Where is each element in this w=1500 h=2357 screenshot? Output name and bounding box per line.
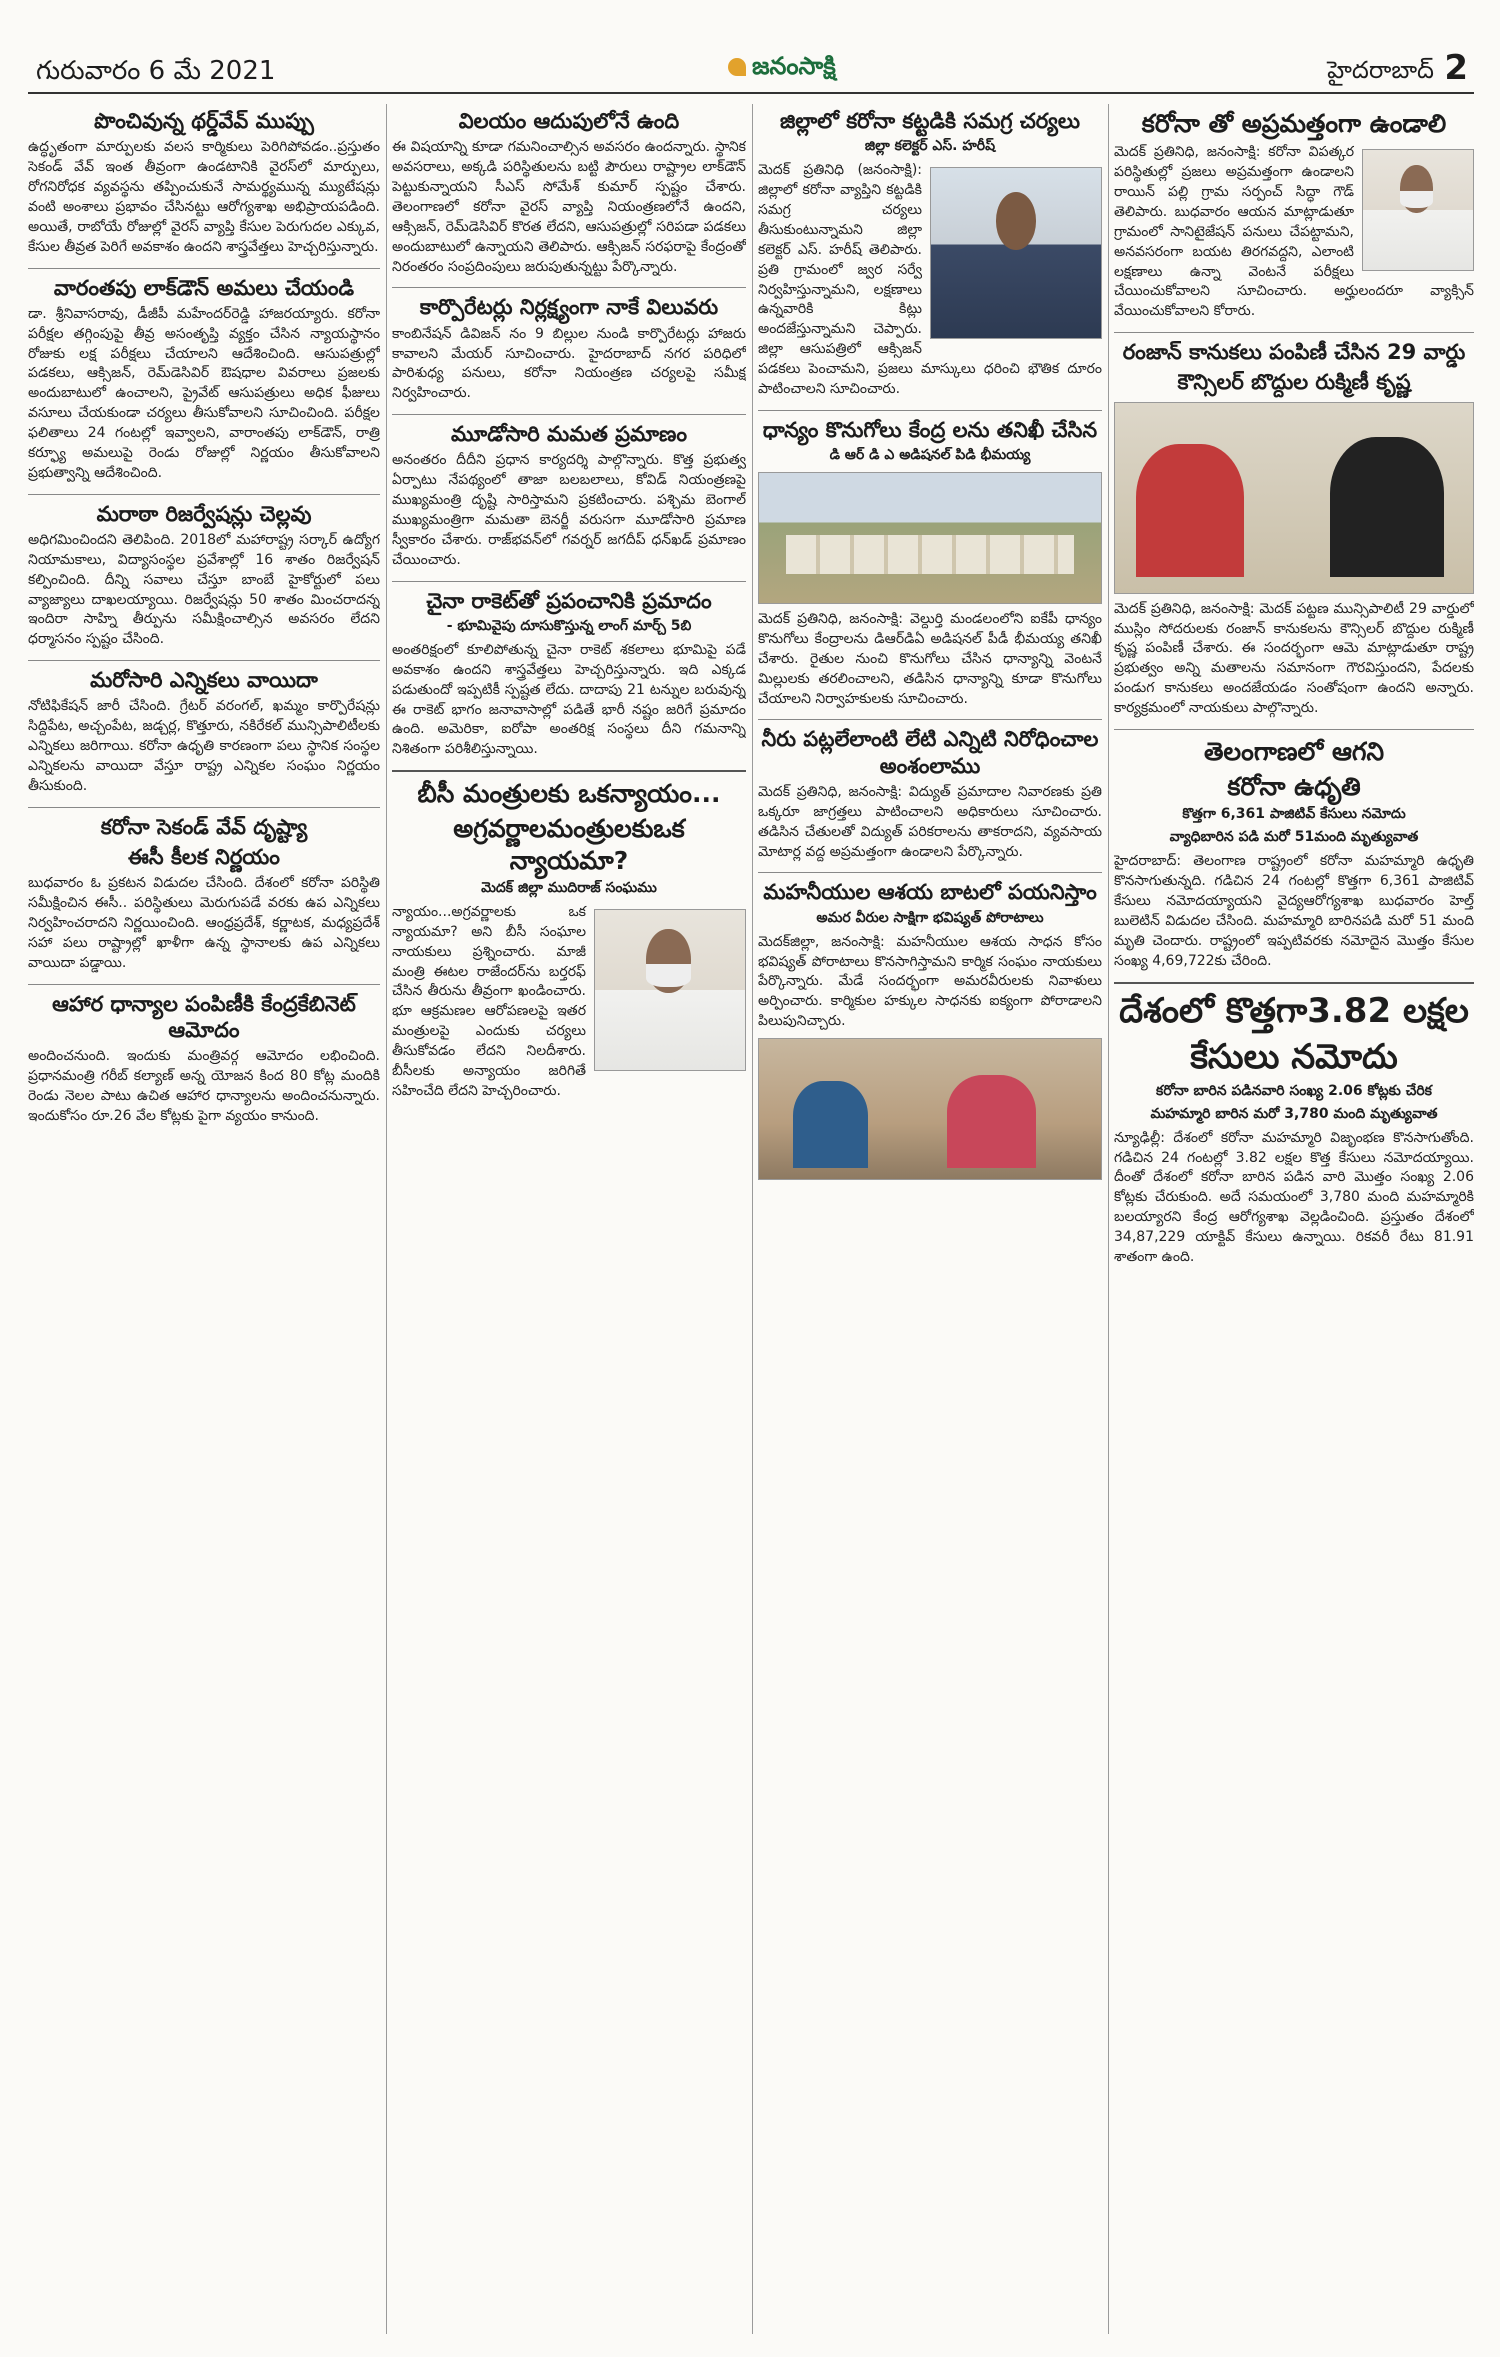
divider bbox=[392, 581, 746, 582]
divider bbox=[28, 807, 380, 808]
headline: చైనా రాకెట్‌తో ప్రపంచానికి ప్రమాదం bbox=[426, 588, 712, 613]
article-mamata-oath bbox=[392, 421, 746, 571]
rally-photo bbox=[758, 1038, 1102, 1180]
article-bc-ministers bbox=[392, 778, 746, 1102]
subheadline: - భూమివైపు దూసుకొస్తున్న లాంగ్ మార్చ్ 5బి bbox=[446, 617, 692, 634]
divider bbox=[28, 268, 380, 269]
headline: నీరు పట్లలేలాంటి లేటి ఎన్నిటి నిరోధించాల అంశంలాము bbox=[761, 727, 1099, 778]
column-4 bbox=[1114, 104, 1474, 2334]
article-telangana-covid bbox=[1114, 736, 1474, 972]
column-1 bbox=[28, 104, 380, 2334]
divider bbox=[28, 660, 380, 661]
divider bbox=[758, 719, 1102, 720]
issue-date: గురువారం 6 మే 2021 bbox=[36, 56, 276, 86]
subheadline: డి ఆర్ డి ఎ అడిషనల్ పిడి భీమయ్య bbox=[829, 447, 1031, 463]
article-india-covid bbox=[1114, 990, 1474, 1268]
headline: మరోసారి ఎన్నికలు వాయిదా bbox=[90, 668, 318, 693]
article-body: మెదక్ ప్రతినిధి, జనంసాక్షి: విద్యుత్ ప్రమాదాల నివారణకు ప్రతి ఒక్కరూ జాగ్రత్తలు పాటించాలని అధికారులు సూచించారు. తడిసిన చేతులతో విద్యుత్ పరికరాలను తాకరాదని, వ్యవసాయ మోటార్ల వద్ద అప్రమత్తంగా ఉండాలని పేర్కొన్నారు. bbox=[758, 783, 1102, 860]
divider bbox=[28, 984, 380, 985]
divider bbox=[392, 414, 746, 415]
page-header bbox=[28, 42, 1474, 94]
article-body: నోటిఫికేషన్ జారీ చేసింది. గ్రేటర్ వరంగల్, ఖమ్మం కార్పొరేషన్లు సిద్దిపేట, అచ్చంపేట, జడ్చర్ల, కొత్తూరు, నకిరేకల్ మున్సిపాలిటీలకు ఎన్నికలు జరిగాయి. కరోనా ఉధృతి కారణంగా పలు స్థానిక సంస్థల ఎన్నికలను వాయిదా వేస్తూ రాష్ట్ర ఎన్నికల సంఘం నిర్ణయం తీసుకుంది. bbox=[28, 698, 380, 794]
article-body: అంతరిక్షంలో కూలిపోతున్న చైనా రాకెట్ శకలాలు భూమిపై పడే అవకాశం ఉందని శాస్త్రవేత్తలు హెచ్చరిస్తున్నారు. ఇది ఎక్కడ పడుతుందో ఇప్పటికీ స్పష్టత లేదు. దాదాపు 21 టన్నుల బరువున్న ఈ రాకెట్ భాగం జనావాసాల్లో పడితే భారీ నష్టం జరిగే ప్రమాదం ఉంది. అమెరికా, ఐరోపా అంతరిక్ష సంస్థలు దీని గమనాన్ని నిశితంగా పరిశీలిస్తున్నాయి. bbox=[392, 641, 746, 758]
divider bbox=[1114, 332, 1474, 333]
article-body: న్యాయం...అగ్రవర్ణాలకు ఒక న్యాయమా? అని బీసీ సంఘాల నాయకులు ప్రశ్నించారు. మాజీ మంత్రి ఈటల రాజేందర్‌ను బర్తరఫ్ చేసిన తీరును తీవ్రంగా ఖండించారు. భూ ఆక్రమణల ఆరోపణలపై ఇతర మంత్రులపై ఎందుకు చర్యలు తీసుకోవడం లేదని నిలదీశారు. బీసీలకు అన్యాయం జరిగితే సహించేది లేదని హెచ్చరించారు. bbox=[392, 903, 586, 1099]
article-mahaneeyula bbox=[758, 879, 1102, 1180]
inspection-photo bbox=[758, 472, 1102, 604]
divider bbox=[392, 770, 746, 772]
headline: మూడోసారి మమత ప్రమాణం bbox=[450, 422, 688, 447]
article-body: అనంతరం దీదీని ప్రధాన కార్యదర్శి పాల్గొన్నారు. కొత్త ప్రభుత్వ ఏర్పాటు నేపథ్యంలో తాజా బలబలాలు, కోవిడ్ నియంత్రణపై ముఖ్యమంత్రి దృష్టి సారిస్తామని ప్రకటించారు. పశ్చిమ బెంగాల్ ముఖ్యమంత్రిగా మమతా బెనర్జీ వరుసగా మూడోసారి ప్రమాణ స్వీకారం చేశారు. రాజ్‌భవన్‌లో గవర్నర్ జగదీప్ ధన్‌ఖడ్ ప్రమాణం చేయించారు. bbox=[392, 452, 746, 568]
article-body: మెదక్‌జిల్లా, జనంసాక్షి: మహనీయుల ఆశయ సాధన కోసం భవిష్యత్ పోరాటాలు కొనసాగిస్తామని కార్మిక సంఘం నాయకులు పేర్కొన్నారు. మేడే సందర్భంగా అమరవీరులకు నివాళులు అర్పించారు. కార్మికుల హక్కుల సాధనకు ఐక్యంగా పోరాడాలని పిలుపునిచ్చారు. bbox=[758, 933, 1102, 1030]
headline-line-2: కేసులు నమోదు bbox=[1190, 1037, 1398, 1078]
headline-line-2: ఈసీ కీలక నిర్ణయం bbox=[128, 845, 280, 869]
article-body: బుధవారం ఓ ప్రకటన విడుదల చేసింది. దేశంలో కరోనా పరిస్థితి సమీక్షించిన ఈసీ.. పరిస్థితులు మెరుగుపడే వరకు ఉప ఎన్నికలు నిర్వహించరాదని నిర్ణయించింది. ఆంధ్రప్రదేశ్‌, కర్ణాటక, మధ్యప్రదేశ్‌ సహా పలు రాష్ట్రాల్లో ఖాళీగా ఉన్న స్థానాలకు ఉప ఎన్నికలు వాయిదా పడ్డాయి. bbox=[28, 875, 380, 971]
headline-line-2: కౌన్సిలర్ బొద్దుల రుక్మిణీ కృష్ణ bbox=[1177, 370, 1411, 395]
article-third-wave bbox=[28, 108, 380, 258]
subheadline-2: వ్యాధిబారిన పడి మరో 51మంది మృత్యువాత bbox=[1169, 829, 1419, 846]
article-corporators bbox=[392, 294, 746, 404]
headline-line-2: అగ్రవర్ణాలమంత్రులకుఒక న్యాయమా? bbox=[453, 814, 685, 875]
divider bbox=[28, 494, 380, 495]
divider bbox=[758, 410, 1102, 411]
article-grain-inspection bbox=[758, 417, 1102, 710]
article-weekend-lockdown bbox=[28, 275, 380, 484]
headline: కరోనా తో అప్రమత్తంగా ఉండాలి bbox=[1141, 109, 1447, 138]
divider bbox=[392, 287, 746, 288]
subheadline: జిల్లా కలెక్టర్ ఎస్. హరీష్ bbox=[864, 138, 996, 155]
headline-line-2: కరోనా ఉధృతి bbox=[1227, 772, 1361, 802]
headline: ధాన్యం కొనుగోలు కేంద్ర లను తనిఖీ చేసిన bbox=[762, 417, 1098, 442]
article-body: మెదక్ ప్రతినిధి, జనంసాక్షి: వెల్దుర్తి మండలంలోని ఐకేపీ ధాన్యం కొనుగోలు కేంద్రాలను డిఆర్‌డిఏ అడిషనల్ పీడీ భీమయ్య తనిఖీ చేశారు. రైతుల నుంచి కొనుగోలు చేసిన ధాన్యాన్ని వెంటనే మిల్లులకు తరలించాలని, తడిసిన ధాన్యాన్ని కూడా కొనుగోలు చేయాలని నిర్వాహకులకు సూచించారు. bbox=[758, 611, 1102, 707]
logo-icon bbox=[728, 58, 746, 76]
headline: మరాఠా రిజర్వేషన్లు చెల్లవు bbox=[96, 501, 312, 526]
article-ec-decision bbox=[28, 814, 380, 974]
divider bbox=[758, 872, 1102, 873]
headline: ఆహార ధాన్యాల పంపిణీకి కేంద్రకేబినెట్ ఆమోదం bbox=[52, 991, 356, 1042]
article-body: హైదరాబాద్: తెలంగాణ రాష్ట్రంలో కరోనా మహమ్మారి ఉధృతి కొనసాగుతున్నది. గడిచిన 24 గంటల్లో కొత్తగా 6,361 పాజిటివ్ కేసులు నమోదయ్యాయని వైద్యఆరోగ్యశాఖ బుధవారం హెల్త్ బులెటిన్ విడుదల చేసింది. మహమ్మారి బారినపడి మరో 51 మంది మృతి చెందారు. రాష్ట్రంలో ఇప్పటివరకు నమోదైన మొత్తం కేసుల సంఖ్య 4,69,722కు చేరింది. bbox=[1114, 853, 1474, 969]
article-body: అందించనుంది. ఇందుకు మంత్రివర్గ ఆమోదం లభించింది. ప్రధానమంత్రి గరీబ్ కల్యాణ్ అన్న యోజన కింద 80 కోట్ల మందికి రెండు నెలల పాటు ఉచిత ఆహార ధాన్యాలను అందించనున్నారు. ఇందుకోసం రూ.26 వేల కోట్లకు పైగా వ్యయం కానుంది. bbox=[28, 1048, 380, 1124]
divider bbox=[1114, 729, 1474, 730]
headline: రంజాన్ కానుకలు పంపిణీ చేసిన 29 వార్డు bbox=[1122, 340, 1466, 365]
article-body: ఈ విషయాన్ని కూడా గమనించాల్సిన అవసరం ఉందన్నారు. స్థానిక అవసరాలు, అక్కడి పరిస్థితులను బట్టి పౌరులు రాష్ట్రాల లాక్‌డౌన్ పెట్టుకున్నాయని సీఎస్ సోమేశ్ కుమార్ స్పష్టం చేశారు. తెలంగాణలో కరోనా వైరస్ వ్యాప్తి నియంత్రణలోనే ఉందని, ఆక్సిజన్‌, రెమ్‌డెసివిర్ కొరత లేదని, ఆసుపత్రుల్లో సరిపడా పడకలు అందుబాటులో ఉన్నాయని తెలిపారు. ఆక్సిజన్ సరఫరాపై కేంద్రంతో నిరంతరం సంప్రదింపులు జరుపుతున్నట్టు పేర్కొన్నారు. bbox=[392, 139, 746, 275]
article-be-alert bbox=[1114, 108, 1474, 322]
headline: మహనీయుల ఆశయ బాటలో పయనిస్తాం bbox=[763, 880, 1097, 905]
headline: కరోనా సెకండ్ వేవ్ దృష్ట్యా bbox=[100, 814, 308, 839]
article-elections-postponed bbox=[28, 667, 380, 797]
subheadline: అమర వీరుల సాక్షిగా భవిష్యత్ పోరాటాలు bbox=[816, 909, 1044, 926]
column-divider bbox=[1108, 104, 1109, 2334]
edition-city: హైదరాబాద్ bbox=[1327, 56, 1434, 84]
article-maratha-reservation bbox=[28, 501, 380, 651]
page-number: 2 bbox=[1444, 48, 1468, 88]
masthead-logo bbox=[728, 52, 836, 86]
article-situation-control bbox=[392, 108, 746, 277]
article-district-covid bbox=[758, 108, 1102, 400]
headline: వారంతపు లాక్‌డౌన్ అమలు చేయండి bbox=[53, 275, 355, 300]
article-body: న్యూఢిల్లీ: దేశంలో కరోనా మహమ్మారి విజృంభణ కొనసాగుతోంది. గడిచిన 24 గంటల్లో 3.82 లక్షల కొత్త కేసులు నమోదయ్యాయి. దీంతో దేశంలో కరోనా బారిన పడిన వారి మొత్తం సంఖ్య 2.06 కోట్లకు చేరుకుంది. అదే సమయంలో 3,780 మంది మహమ్మారికి బలయ్యారని కేంద్ర ఆరోగ్యశాఖ వెల్లడించింది. ప్రస్తుతం దేశంలో 34,87,229 యాక్టివ్ కేసులు ఉన్నాయి. రికవరీ రేటు 81.91 శాతంగా ఉంది. bbox=[1114, 1129, 1474, 1265]
subheadline-2: మహమ్మారి బారిన మరో 3,780 మంది మృత్యువాత bbox=[1150, 1105, 1438, 1122]
leader-photo bbox=[594, 909, 746, 1071]
article-body: మెదక్ ప్రతినిధి, జనంసాక్షి: మెదక్ పట్టణ మున్సిపాలిటీ 29 వార్డులో ముస్లిం సోదరులకు రంజాన్ కానుకలను కౌన్సిలర్ బొద్దుల రుక్మిణీ కృష్ణ పంపిణీ చేశారు. ఈ సందర్భంగా ఆమె మాట్లాడుతూ రాష్ట్ర ప్రభుత్వం అన్ని మతాలను సమానంగా గౌరవిస్తుందని, పేదలకు పండుగ కానుకలు అందజేయడం సంతోషంగా ఉందని అన్నారు. కార్యక్రమంలో నాయకులు పాల్గొన్నారు. bbox=[1114, 600, 1474, 716]
article-china-rocket bbox=[392, 588, 746, 761]
subheadline: కరోనా బారిన పడినవారి సంఖ్య 2.06 కోట్లకు చేరిక bbox=[1156, 1082, 1432, 1099]
subheadline: మెదక్ జిల్లా ముదిరాజ్ సంఘము bbox=[481, 879, 657, 896]
sarpanch-photo bbox=[1362, 149, 1474, 271]
article-body: డా. శ్రీనివాసరావు, డీజీపీ మహేందర్‌రెడ్డి హాజరయ్యారు. కరోనా పరీక్షల తగ్గింపుపై తీవ్ర అసంతృప్తి వ్యక్తం చేసిన న్యాయస్థానం రోజుకు లక్ష పరీక్షలు చేయాలని ఆదేశించింది. ఆసుపత్రుల్లో పడకలు, ఆక్సిజన్‌, రెమ్‌డెసివిర్‌ ఔషధాల వివరాలు ప్రజలకు అందుబాటులో ఉంచాలని, ప్రైవేట్ ఆసుపత్రులు అధిక ఫీజులు వసూలు చేయకుండా చర్యలు తీసుకోవాలని సూచించింది. పరీక్షల ఫలితాలు 24 గంటల్లో ఇవ్వాలని, వారాంతపు లాక్‌డౌన్‌, రాత్రి కర్ఫ్యూ అమలుపై రెండు రోజుల్లో నిర్ణయం తీసుకోవాలని ప్రభుత్వాన్ని ఆదేశించింది. bbox=[28, 305, 380, 481]
distribution-photo bbox=[1114, 402, 1474, 594]
headline: కార్పొరేటర్లు నిర్లక్ష్యంగా నాకే విలువరు bbox=[419, 295, 719, 320]
article-body: మెదక్ ప్రతినిధి (జనంసాక్షి): జిల్లాలో కరోనా వ్యాప్తిని కట్టడికి సమగ్ర చర్యలు తీసుకుంటున్నామని జిల్లా కలెక్టర్ ఎస్. హరీష్ తెలిపారు. ప్రతి గ్రామంలో జ్వర సర్వే నిర్వహిస్తున్నామని, లక్షణాలు ఉన్నవారికి కిట్లు అందజేస్తున్నామని చెప్పారు. జిల్లా ఆసుపత్రిలో ఆక్సిజన్ పడకలు పెంచామని, ప్రజలు మాస్కులు ధరించి భౌతిక దూరం పాటించాలని సూచించారు. bbox=[758, 162, 1102, 397]
article-electric-safety bbox=[758, 726, 1102, 862]
article-body: కాంబినేషన్ డివిజన్ నం 9 బిల్లుల నుండి కార్పొరేటర్లు హాజరు కావాలని మేయర్ సూచించారు. హైదరాబాద్ నగర పరిధిలో పారిశుధ్య పనులు, కరోనా నియంత్రణ చర్యలపై సమీక్ష నిర్వహించారు. bbox=[392, 325, 746, 402]
article-ramzan-gifts bbox=[1114, 339, 1474, 719]
headline: విలయం ఆదుపులోనే ఉంది bbox=[458, 109, 680, 133]
column-2 bbox=[392, 104, 746, 2334]
divider bbox=[1114, 982, 1474, 984]
article-body: అధిగమించిందని తెలిపింది. 2018లో మహారాష్ట్ర సర్కార్‌ ఉద్యోగ నియామకాలు, విద్యాసంస్థల ప్రవేశాల్లో 16 శాతం రిజర్వేషన్ కల్పించింది. దీన్ని సవాలు చేస్తూ బాంబే హైకోర్టులో పలు వ్యాజ్యాలు దాఖలయ్యాయి. రిజర్వేషన్లు 50 శాతం మించరాదన్న ఇందిరా సాహ్ని తీర్పును సమీక్షించాల్సిన అవసరం లేదని ధర్మాసనం స్పష్టం చేసింది. bbox=[28, 531, 380, 648]
headline: జిల్లాలో కరోనా కట్టడికి సమగ్ర చర్యలు bbox=[779, 109, 1081, 133]
headline: బీసీ మంత్రులకు ఒకన్యాయం... bbox=[417, 779, 721, 809]
subheadline: కొత్తగా 6,361 పాజిటివ్ కేసులు నమోదు bbox=[1182, 806, 1406, 823]
logo-text: జనంసాక్షి bbox=[752, 52, 836, 80]
headline: దేశంలో కొత్తగా3.82 లక్షల bbox=[1119, 990, 1469, 1031]
headline: పొంచివున్న థర్డ్‌వేవ్ ముప్పు bbox=[94, 109, 314, 133]
headline: తెలంగాణలో ఆగని bbox=[1203, 736, 1385, 766]
column-divider bbox=[386, 104, 387, 2334]
collector-photo bbox=[930, 167, 1102, 339]
column-3 bbox=[758, 104, 1102, 2334]
article-body: మెదక్ ప్రతినిధి, జనంసాక్షి: కరోనా విపత్కర పరిస్థితుల్లో ప్రజలు అప్రమత్తంగా ఉండాలని రాయిన్ పల్లి గ్రామ సర్పంచ్ సిద్ధా గౌడ్ తెలిపారు. బుధవారం ఆయన మాట్లాడుతూ గ్రామంలో సానిటైజేషన్ పనులు చేపట్టామని, అనవసరంగా బయట తిరగవద్దని, ఎలాంటి లక్షణాలు ఉన్నా వెంటనే పరీక్షలు చేయించుకోవాలని సూచించారు. అర్హులందరూ వ్యాక్సిన్ వేయించుకోవాలని కోరారు. bbox=[1114, 144, 1474, 320]
article-body: ఉద్ధృతంగా మార్పులకు వలస కార్మికులు పెరిగిపోవడం..ప్రస్తుతం సెకండ్ వేవ్ ఇంత తీవ్రంగా ఉండటానికి వైరస్‌లో మార్పులు, రోగనిరోధక వ్యవస్థను తప్పించుకునే సామర్థ్యమున్న మ్యుటేషన్లు వంటి అంశాలు ప్రభావం చేసినట్టు ఆరోగ్యశాఖ అభిప్రాయపడింది. అయితే, రాబోయే రోజుల్లో వైరస్ వ్యాప్తి కేసుల పెరుగుదల ఎక్కువ, కేసుల తీవ్రత పెరిగే అవకాశం ఉందని శాస్త్రవేత్తలు హెచ్చరిస్తున్నారు. bbox=[28, 139, 380, 255]
column-divider bbox=[752, 104, 753, 2334]
article-food-grains bbox=[28, 991, 380, 1127]
